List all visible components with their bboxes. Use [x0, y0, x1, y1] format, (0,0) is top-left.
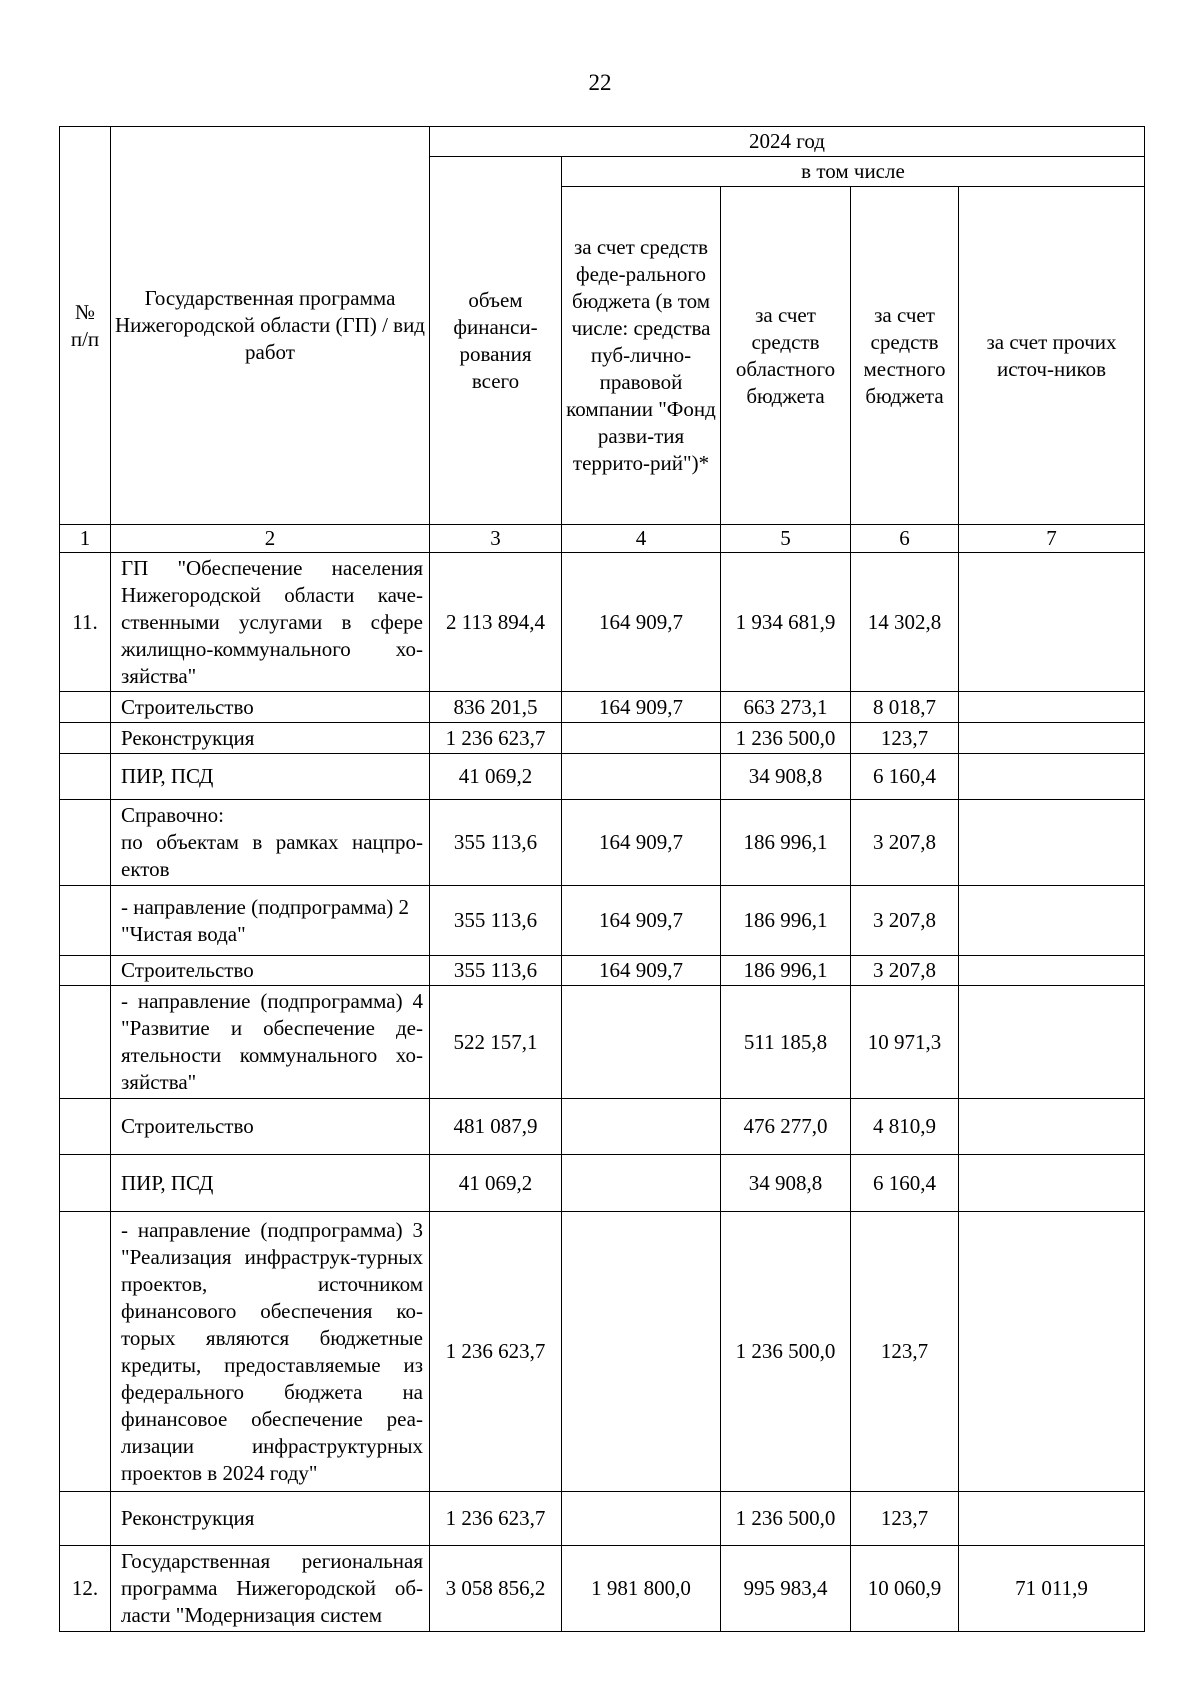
table-row [60, 754, 1145, 800]
row-name: Справочно: по объектам в рамках нацпро-ектов [111, 800, 430, 886]
column-number: 6 [851, 525, 959, 553]
row-other [959, 986, 1145, 1099]
row-other [959, 692, 1145, 723]
row-total: 1 236 623,7 [430, 1212, 562, 1492]
row-number [60, 723, 111, 754]
row-number [60, 1155, 111, 1212]
row-number [60, 692, 111, 723]
row-other [959, 1492, 1145, 1546]
row-local: 3 207,8 [851, 886, 959, 956]
row-other [959, 1099, 1145, 1155]
row-total: 41 069,2 [430, 1155, 562, 1212]
row-local: 3 207,8 [851, 800, 959, 886]
row-regional: 34 908,8 [721, 1155, 851, 1212]
table-row [60, 1212, 1145, 1492]
row-name: - направление (подпрограмма) 4 "Развитие и обеспечение де-ятельности коммунального хо-зяйства" [111, 986, 430, 1099]
row-local: 123,7 [851, 1212, 959, 1492]
row-local: 6 160,4 [851, 1155, 959, 1212]
row-name: Реконструкция [111, 723, 430, 754]
header-regional: за счет средств областного бюджета [721, 187, 851, 525]
row-federal: 1 981 800,0 [562, 1546, 721, 1632]
row-regional: 476 277,0 [721, 1099, 851, 1155]
row-other [959, 1155, 1145, 1212]
row-name: - направление (подпрограмма) 3 "Реализация инфраструк-турных проектов, источником финансового обеспечения ко-торых являются бюджетные кредиты, предоставляемые из федерального бюджета на финансовое обеспечение реа-лизации инфраструктурных проектов в 2024 году" [111, 1212, 430, 1492]
row-total: 41 069,2 [430, 754, 562, 800]
row-other [959, 800, 1145, 886]
header-total: объем финанси-рования всего [430, 157, 562, 525]
row-total: 2 113 894,4 [430, 553, 562, 692]
row-regional: 1 934 681,9 [721, 553, 851, 692]
header-year: 2024 год [430, 127, 1145, 157]
row-federal: 164 909,7 [562, 886, 721, 956]
header-other: за счет прочих источ-ников [959, 187, 1145, 525]
row-name: ГП "Обеспечение населения Нижегородской области каче-ственными услугами в сфере жилищно-коммунального хо-зяйства" [111, 553, 430, 692]
row-total: 355 113,6 [430, 956, 562, 986]
column-numbers-row [60, 525, 1145, 553]
row-federal: 164 909,7 [562, 692, 721, 723]
row-name: Государственная региональная программа Нижегородской об-ласти "Модернизация систем [111, 1546, 430, 1632]
header-including: в том числе [562, 157, 1145, 187]
row-total: 355 113,6 [430, 886, 562, 956]
row-local: 10 971,3 [851, 986, 959, 1099]
column-number: 3 [430, 525, 562, 553]
row-regional: 995 983,4 [721, 1546, 851, 1632]
table-row [60, 956, 1145, 986]
row-number [60, 1212, 111, 1492]
row-regional: 186 996,1 [721, 956, 851, 986]
row-number [60, 886, 111, 956]
row-name: Строительство [111, 956, 430, 986]
column-number: 7 [959, 525, 1145, 553]
row-federal [562, 1155, 721, 1212]
row-name: - направление (подпрограмма) 2 "Чистая вода" [111, 886, 430, 956]
row-regional: 1 236 500,0 [721, 1492, 851, 1546]
row-local: 3 207,8 [851, 956, 959, 986]
row-federal [562, 1099, 721, 1155]
row-number [60, 800, 111, 886]
header-num: № п/п [60, 127, 111, 525]
row-name: ПИР, ПСД [111, 754, 430, 800]
table-row [60, 1546, 1145, 1632]
table-row [60, 1155, 1145, 1212]
row-local: 123,7 [851, 723, 959, 754]
row-number [60, 956, 111, 986]
table-row [60, 553, 1145, 692]
row-local: 6 160,4 [851, 754, 959, 800]
row-number [60, 986, 111, 1099]
column-number: 4 [562, 525, 721, 553]
row-other [959, 723, 1145, 754]
row-local: 8 018,7 [851, 692, 959, 723]
header-federal: за счет средств феде-рального бюджета (в том числе: средства пуб-лично-правовой компании "Фонд разви-тия террито-рий")* [562, 187, 721, 525]
table-row [60, 800, 1145, 886]
row-local: 123,7 [851, 1492, 959, 1546]
page-number: 22 [588, 70, 612, 95]
row-regional: 186 996,1 [721, 886, 851, 956]
table-row [60, 886, 1145, 956]
row-local: 10 060,9 [851, 1546, 959, 1632]
row-name: ПИР, ПСД [111, 1155, 430, 1212]
row-regional: 1 236 500,0 [721, 723, 851, 754]
financing-table [59, 126, 1145, 1632]
table-row [60, 1099, 1145, 1155]
row-name: Строительство [111, 1099, 430, 1155]
row-federal [562, 1212, 721, 1492]
row-other [959, 886, 1145, 956]
column-number: 2 [111, 525, 430, 553]
table-row [60, 986, 1145, 1099]
row-federal [562, 1492, 721, 1546]
row-total: 1 236 623,7 [430, 1492, 562, 1546]
row-local: 4 810,9 [851, 1099, 959, 1155]
row-regional: 511 185,8 [721, 986, 851, 1099]
row-federal: 164 909,7 [562, 553, 721, 692]
row-other [959, 956, 1145, 986]
header-local: за счет средств местного бюджета [851, 187, 959, 525]
row-other: 71 011,9 [959, 1546, 1145, 1632]
row-name: Строительство [111, 692, 430, 723]
row-total: 836 201,5 [430, 692, 562, 723]
row-other [959, 553, 1145, 692]
row-federal [562, 723, 721, 754]
row-federal: 164 909,7 [562, 800, 721, 886]
row-other [959, 754, 1145, 800]
table-row [60, 723, 1145, 754]
row-other [959, 1212, 1145, 1492]
row-number: 11. [60, 553, 111, 692]
table-row [60, 1492, 1145, 1546]
row-regional: 663 273,1 [721, 692, 851, 723]
row-federal: 164 909,7 [562, 956, 721, 986]
row-regional: 186 996,1 [721, 800, 851, 886]
row-total: 1 236 623,7 [430, 723, 562, 754]
row-number [60, 754, 111, 800]
row-federal [562, 754, 721, 800]
row-local: 14 302,8 [851, 553, 959, 692]
row-total: 481 087,9 [430, 1099, 562, 1155]
header-program: Государственная программа Нижегородской области (ГП) / вид работ [111, 127, 430, 525]
row-federal [562, 986, 721, 1099]
column-number: 1 [60, 525, 111, 553]
row-regional: 34 908,8 [721, 754, 851, 800]
table-row [60, 692, 1145, 723]
row-total: 355 113,6 [430, 800, 562, 886]
column-number: 5 [721, 525, 851, 553]
row-name: Реконструкция [111, 1492, 430, 1546]
row-total: 3 058 856,2 [430, 1546, 562, 1632]
row-number [60, 1492, 111, 1546]
row-regional: 1 236 500,0 [721, 1212, 851, 1492]
row-total: 522 157,1 [430, 986, 562, 1099]
row-number [60, 1099, 111, 1155]
row-number: 12. [60, 1546, 111, 1632]
